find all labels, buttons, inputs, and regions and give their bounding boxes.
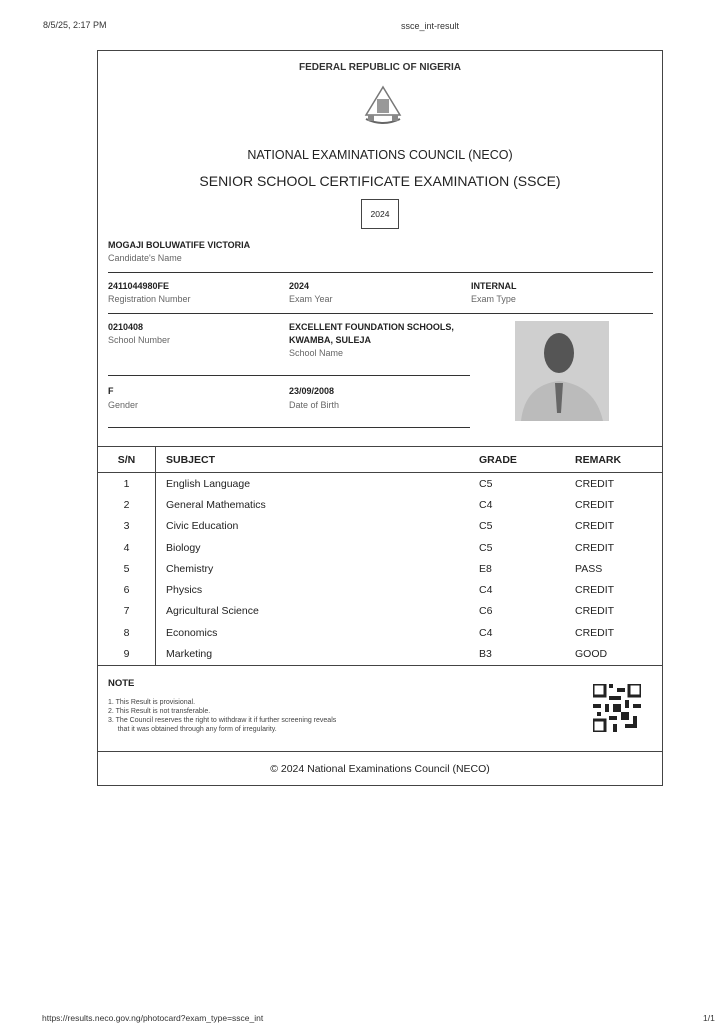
note-item: 1. This Result is provisional. [108,699,196,706]
cell-grade: C5 [479,477,493,490]
cell-grade: B3 [479,648,492,661]
cell-subject: Economics [166,626,218,639]
cell-remark: CREDIT [575,520,615,533]
year-badge: 2024 [361,199,399,229]
qr-code-icon [593,684,641,732]
gender: F [108,386,114,396]
copyright-footer: © 2024 National Examinations Council (NECO) [98,751,662,786]
cell-subject: Physics [166,584,203,597]
cell-remark: CREDIT [575,498,615,511]
note-item: that it was obtained through any form of irregularity. [108,726,277,733]
table-row [98,579,662,600]
cell-sn: 4 [98,537,156,558]
table-row [98,558,662,579]
cell-remark: GOOD [575,648,608,661]
cell-grade: C4 [479,584,493,597]
council-heading: NATIONAL EXAMINATIONS COUNCIL (NECO) [247,148,513,162]
cell-subject: Agricultural Science [166,605,259,618]
date-of-birth: 23/09/2008 [289,386,335,396]
date-of-birth-label: Date of Birth [289,400,340,410]
cell-sn: 2 [98,494,156,515]
gender-label: Gender [108,400,139,410]
cell-subject: Civic Education [166,520,239,533]
result-card [97,50,663,786]
cell-subject: Biology [166,541,201,554]
school-number: 0210408 [108,322,144,332]
cell-subject: English Language [166,477,251,490]
cell-sn: 5 [98,558,156,579]
cell-sn: 8 [98,622,156,643]
cell-grade: C5 [479,520,493,533]
cell-subject: Marketing [166,648,213,661]
cell-remark: CREDIT [575,626,615,639]
header-grade: GRADE [479,447,575,473]
table-row [98,537,662,558]
note-list [108,698,336,734]
cell-sn: 6 [98,579,156,600]
country-heading: FEDERAL REPUBLIC OF NIGERIA [298,62,462,73]
cell-grade: C6 [479,605,493,618]
exam-year-label: Exam Year [289,294,333,304]
note-item: 3. The Council reserves the right to withdraw it if further screening reveals [108,717,337,724]
divider [108,313,653,314]
school-number-label: School Number [108,335,171,345]
candidate-name-label: Candidate's Name [108,253,182,263]
candidate-name: MOGAJI BOLUWATIFE VICTORIA [108,240,251,250]
cell-remark: CREDIT [575,541,615,554]
school-name-line2: KWAMBA, SULEJA [289,335,372,345]
divider [108,272,653,273]
table-header-row [98,447,662,473]
exam-type: INTERNAL [471,281,517,291]
note-item: 2. This Result is not transferable. [108,708,211,715]
note-title: NOTE [108,678,135,689]
table-row [98,494,662,515]
cell-sn: 1 [98,473,156,495]
school-name-label: School Name [289,348,344,358]
page-url: https://results.neco.gov.ng/photocard?exam_type=ssce_int [42,1013,264,1023]
header-sn: S/N [98,447,156,473]
page-number: 1/1 [703,1013,715,1023]
registration-number-label: Registration Number [108,294,191,304]
cell-subject: Chemistry [166,562,214,575]
table-row [98,516,662,537]
note-section [98,665,662,752]
table-row [98,622,662,643]
registration-number: 2411044980FE [108,281,170,291]
table-row [98,643,662,664]
cell-remark: PASS [575,562,603,575]
cell-sn: 7 [98,601,156,622]
table-row [98,601,662,622]
cell-grade: C4 [479,498,493,511]
cell-grade: C4 [479,626,493,639]
cell-remark: CREDIT [575,477,615,490]
cell-remark: CREDIT [575,584,615,597]
exam-year: 2024 [289,281,310,291]
cell-sn: 9 [98,643,156,664]
candidate-photo [515,321,609,421]
header-remark: REMARK [575,447,662,473]
exam-type-label: Exam Type [471,294,516,304]
nigeria-coat-of-arms-logo [362,85,404,129]
print-title: ssce_int-result [400,21,460,31]
table-row [98,473,662,495]
print-datetime: 8/5/25, 2:17 PM [43,20,107,30]
school-name-line1: EXCELLENT FOUNDATION SCHOOLS, [289,322,454,332]
cell-grade: C5 [479,541,493,554]
cell-subject: General Mathematics [166,498,266,511]
divider [108,427,470,428]
cell-sn: 3 [98,516,156,537]
results-table [98,446,662,665]
cell-grade: E8 [479,562,492,575]
divider [108,375,470,376]
exam-heading: SENIOR SCHOOL CERTIFICATE EXAMINATION (SSCE) [199,173,561,189]
header-subject: SUBJECT [156,447,480,473]
cell-remark: CREDIT [575,605,615,618]
